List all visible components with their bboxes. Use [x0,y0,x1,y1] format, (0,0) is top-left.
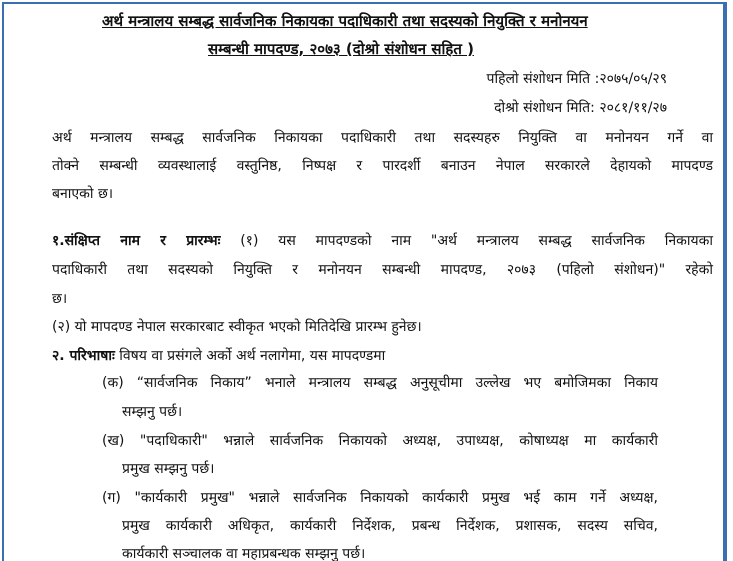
section-1-line-1 [52,232,713,250]
document-title-line-1: अर्थ मन्त्रालय सम्बद्ध सार्वजनिक निकायका पदाधिकारी तथा सदस्यको नियुक्ति र मनोनयन [102,12,588,30]
definition-item-ga-line-3: कार्यकारी सञ्चालक वा महाप्रबन्धक सम्झनु पर्छ। [122,546,366,561]
document-page [4,4,727,561]
section-1-subclause-2: (२) यो मापदण्ड नेपाल सरकारबाट स्वीकृत भएको मितिदेखि प्रारम्भ हुनेछ। [52,319,422,335]
section-2-heading: २. परिभाषाः [52,348,115,364]
first-amendment-date: पहिलो संशोधन मिति :२०७५/०५/२९ [486,71,667,87]
document-frame [2,2,727,561]
section-1-line-3: छ। [52,291,68,307]
definition-item-ga-line-2: प्रमुख कार्यकारी अधिकृत, कार्यकारी निर्देशक, प्रबन्ध निर्देशक, प्रशासक, सदस्य सचिव, [122,518,658,534]
preamble-line-3: बनाएको छ। [52,186,114,202]
definition-item-ka-line-1: (क) “सार्वजनिक निकाय” भनाले मन्त्रालय सम्बद्ध अनुसूचीमा उल्लेख भए बमोजिमका निकाय [102,375,658,391]
second-amendment-date: दोश्रो संशोधन मिति: २०८१/११/२७ [494,100,667,116]
section-2-intro: विषय वा प्रसंगले अर्को अर्थ नलागेमा, यस मापदण्डमा [114,348,386,364]
preamble-line-1: अर्थ मन्त्रालय सम्बद्ध सार्वजनिक निकायका पदाधिकारी तथा सदस्यहरु नियुक्ति वा मनोनयन गर्ने वा [52,130,713,146]
definition-item-ga-line-1: (ग) "कार्यकारी प्रमुख" भन्नाले सार्वजनिक निकायको कार्यकारी प्रमुख भई काम गर्ने अध्यक्ष, [102,490,658,506]
section-2-line [52,347,385,365]
section-1-heading: १.संक्षिप्त नाम र प्रारम्भः [52,233,221,249]
definition-item-kha-line-2: प्रमुख सम्झनु पर्छ। [122,461,215,477]
preamble-line-2: तोक्ने सम्बन्धी व्यवस्थालाई वस्तुनिष्ठ, निष्पक्ष र पारदर्शी बनाउन नेपाल सरकारले देहायको मापदण्ड [52,158,713,174]
definition-item-ka-line-2: सम्झनु पर्छ। [122,404,183,420]
document-title-line-2: सम्बन्धी मापदण्ड, २०७३ (दोश्रो संशोधन सहित ) [208,40,474,58]
section-1-text: (१) यस मापदण्डको नाम "अर्थ मन्त्रालय सम्बद्ध सार्वजनिक निकायका [220,233,713,249]
section-1-line-2: पदाधिकारी तथा सदस्यको नियुक्ति र मनोनयन सम्बन्धी मापदण्ड, २०७३ (पहिलो संशोधन)" रहेको [52,262,713,278]
definition-item-kha-line-1: (ख) "पदाधिकारी" भन्नाले सार्वजनिक निकायको अध्यक्ष, उपाध्यक्ष, कोषाध्यक्ष मा कार्यकारी [102,433,658,449]
